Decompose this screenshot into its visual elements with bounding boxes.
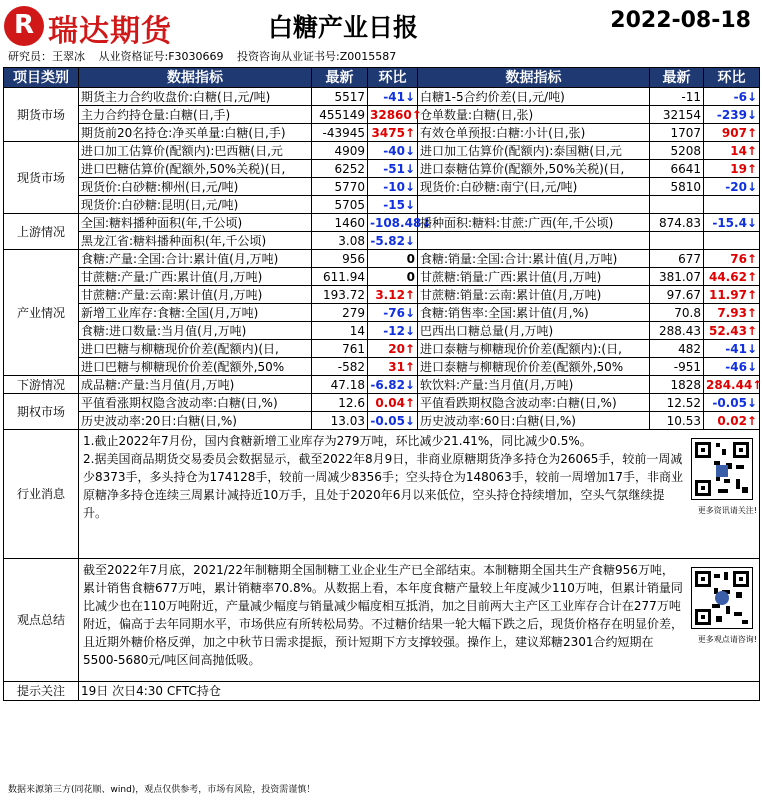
table-row <box>4 376 760 394</box>
indicator-change: 19↑ <box>704 160 760 178</box>
indicator-change: 44.62↑ <box>704 268 760 286</box>
indicator-change: 32860↑ <box>368 106 418 124</box>
report-title: 白糖产业日报 <box>268 13 419 42</box>
indicator-value: 12.6 <box>312 394 368 412</box>
indicator-value <box>650 232 704 250</box>
news-paragraph: 1.截止2022年7月份，国内食糖新增工业库存为279万吨，环比减少21.41%，同比减少0.5%。 <box>83 434 592 448</box>
indicator-change: 0 <box>368 268 418 286</box>
indicator-name: 新增工业库存:食糖:全国(月,万吨) <box>79 304 312 322</box>
table-row <box>4 412 760 430</box>
indicator-change: -41↓ <box>368 88 418 106</box>
report-date: 2022-08-18 <box>610 8 751 33</box>
company-logo <box>4 2 174 48</box>
indicator-change: 7.93↑ <box>704 304 760 322</box>
report-header <box>0 0 761 66</box>
indicator-name: 软饮料:产量:当月值(月,万吨) <box>418 376 650 394</box>
indicator-change <box>704 232 760 250</box>
table-header-row <box>4 68 760 88</box>
table-row <box>4 106 760 124</box>
qr-code-icon <box>691 567 753 629</box>
indicator-value: -582 <box>312 358 368 376</box>
qr-caption: 更多资讯请关注! <box>697 506 757 515</box>
table-row <box>4 232 760 250</box>
indicator-change: -12↓ <box>368 322 418 340</box>
indicator-change: -40↓ <box>368 142 418 160</box>
section-industry: 产业情况 <box>4 250 79 376</box>
section-options: 期权市场 <box>4 394 79 430</box>
indicator-name: 甘蔗糖:产量:广西:累计值(月,万吨) <box>79 268 312 286</box>
col-latest: 最新 <box>650 68 704 88</box>
indicator-change: 20↑ <box>368 340 418 358</box>
table-row <box>4 340 760 358</box>
indicator-change: -51↓ <box>368 160 418 178</box>
indicator-name: 有效仓单预报:白糖:小计(日,张) <box>418 124 650 142</box>
indicator-change: 907↑ <box>704 124 760 142</box>
indicator-name: 仓单数量:白糖(日,张) <box>418 106 650 124</box>
indicator-name: 进口加工估算价(配额内):巴西糖(日,元 <box>79 142 312 160</box>
indicator-name: 进口泰糖估算价(配额外,50%关税)(日, <box>418 160 650 178</box>
data-table <box>3 67 760 701</box>
indicator-name <box>418 196 650 214</box>
section-notice: 提示关注 <box>4 682 79 701</box>
indicator-name: 平值看涨期权隐含波动率:白糖(日,%) <box>79 394 312 412</box>
indicator-value: 12.52 <box>650 394 704 412</box>
indicator-name <box>418 232 650 250</box>
indicator-value: 874.83 <box>650 214 704 232</box>
indicator-value: 6252 <box>312 160 368 178</box>
indicator-value: -11 <box>650 88 704 106</box>
indicator-change: 3.12↑ <box>368 286 418 304</box>
indicator-change: -76↓ <box>368 304 418 322</box>
indicator-name: 进口泰糖与柳糖现价价差(配额内):(日, <box>418 340 650 358</box>
indicator-change: 52.43↑ <box>704 322 760 340</box>
indicator-name: 成品糖:产量:当月值(月,万吨) <box>79 376 312 394</box>
indicator-change: 14↑ <box>704 142 760 160</box>
indicator-change: -10↓ <box>368 178 418 196</box>
indicator-change: 76↑ <box>704 250 760 268</box>
indicator-value <box>650 196 704 214</box>
indicator-value: 4909 <box>312 142 368 160</box>
indicator-name: 历史波动率:60日:白糖(日,%) <box>418 412 650 430</box>
indicator-change: 11.97↑ <box>704 286 760 304</box>
indicator-value: 6641 <box>650 160 704 178</box>
table-row <box>4 250 760 268</box>
indicator-value: 14 <box>312 322 368 340</box>
indicator-name: 播种面积:糖料:甘蔗:广西(年,千公顷) <box>418 214 650 232</box>
notice-row <box>4 682 760 701</box>
table-row <box>4 160 760 178</box>
company-name: 瑞达期货 <box>48 14 172 49</box>
indicator-change: -6.82↓ <box>368 376 418 394</box>
indicator-name: 现货价:白砂糖:昆明(日,元/吨) <box>79 196 312 214</box>
indicator-value: 1828 <box>650 376 704 394</box>
indicator-change: -239↓ <box>704 106 760 124</box>
indicator-value: 611.94 <box>312 268 368 286</box>
table-row <box>4 196 760 214</box>
indicator-value: 193.72 <box>312 286 368 304</box>
indicator-change: -5.82↓ <box>368 232 418 250</box>
indicator-name: 历史波动率:20日:白糖(日,%) <box>79 412 312 430</box>
indicator-value: 482 <box>650 340 704 358</box>
indicator-name: 期货前20名持仓:净买单量:白糖(日,手) <box>79 124 312 142</box>
indicator-value: 455149 <box>312 106 368 124</box>
section-news: 行业消息 <box>4 430 79 559</box>
indicator-name: 巴西出口糖总量(月,万吨) <box>418 322 650 340</box>
indicator-name: 黑龙江省:糖料播种面积(年,千公顷) <box>79 232 312 250</box>
indicator-value: 677 <box>650 250 704 268</box>
indicator-value: 5705 <box>312 196 368 214</box>
indicator-value: -43945 <box>312 124 368 142</box>
table-row <box>4 322 760 340</box>
view-content <box>79 559 760 682</box>
indicator-change: 284.44↑ <box>704 376 760 394</box>
table-row <box>4 286 760 304</box>
indicator-change: -15↓ <box>368 196 418 214</box>
indicator-change: -15.4↓ <box>704 214 760 232</box>
indicator-name: 白糖1-5合约价差(日,元/吨) <box>418 88 650 106</box>
section-upstream: 上游情况 <box>4 214 79 250</box>
news-content <box>79 430 760 559</box>
indicator-name: 食糖:销售率:全国:累计值(月,%) <box>418 304 650 322</box>
indicator-value: 5517 <box>312 88 368 106</box>
indicator-name: 甘蔗糖:产量:云南:累计值(月,万吨) <box>79 286 312 304</box>
disclaimer-footer: 数据来源第三方(同花顺、wind)，观点仅供参考，市场有风险，投资需谨慎！ <box>8 785 316 795</box>
table-row <box>4 88 760 106</box>
indicator-name: 进口巴糖与柳糖现价价差(配额内)(日, <box>79 340 312 358</box>
logo-emblem: R <box>4 6 44 46</box>
indicator-value: 10.53 <box>650 412 704 430</box>
indicator-name: 进口巴糖与柳糖现价价差(配额外,50% <box>79 358 312 376</box>
indicator-change: -108.48↓ <box>368 214 418 232</box>
indicator-change: -41↓ <box>704 340 760 358</box>
table-row <box>4 178 760 196</box>
indicator-name: 进口巴糖估算价(配额外,50%关税)(日, <box>79 160 312 178</box>
indicator-change: -0.05↓ <box>368 412 418 430</box>
indicator-name: 期货主力合约收盘价:白糖(日,元/吨) <box>79 88 312 106</box>
table-row <box>4 304 760 322</box>
indicator-change: -20↓ <box>704 178 760 196</box>
indicator-name: 甘蔗糖:销量:广西:累计值(月,万吨) <box>418 268 650 286</box>
indicator-name: 食糖:销量:全国:合计:累计值(月,万吨) <box>418 250 650 268</box>
table-row <box>4 268 760 286</box>
indicator-name: 进口泰糖与柳糖现价价差(配额外,50% <box>418 358 650 376</box>
qr-caption: 更多观点请咨询! <box>697 635 757 644</box>
indicator-name: 主力合约持仓量:白糖(日,手) <box>79 106 312 124</box>
indicator-change: 0.04↑ <box>368 394 418 412</box>
view-row <box>4 559 760 682</box>
indicator-name: 平值看跌期权隐含波动率:白糖(日,%) <box>418 394 650 412</box>
indicator-change: -0.05↓ <box>704 394 760 412</box>
news-paragraph: 2.据美国商品期货交易委员会数据显示，截至2022年8月9日，非商业原糖期货净多持仓为26065手，较前一周减少8373手，多头持仓为174128手，较前一周减少8356手；空头持仓为148063手，较前一周增加17手，非商业原糖净多持仓连续三周累计减持近10万手，且处于2020年6月以来低位，空头持仓持续增加，空头气氛继续提升。 <box>83 452 683 520</box>
indicator-name: 食糖:产量:全国:合计:累计值(月,万吨) <box>79 250 312 268</box>
indicator-name: 全国:糖料播种面积(年,千公顷) <box>79 214 312 232</box>
col-indicator: 数据指标 <box>418 68 650 88</box>
indicator-change: -46↓ <box>704 358 760 376</box>
indicator-value: 70.8 <box>650 304 704 322</box>
indicator-value: 32154 <box>650 106 704 124</box>
indicator-name: 进口加工估算价(配额内):泰国糖(日,元 <box>418 142 650 160</box>
indicator-value: 5208 <box>650 142 704 160</box>
col-latest: 最新 <box>312 68 368 88</box>
indicator-value: 288.43 <box>650 322 704 340</box>
advisory-number: 投资咨询从业证书号:Z0015587 <box>237 50 397 63</box>
indicator-value: 1460 <box>312 214 368 232</box>
indicator-change <box>704 196 760 214</box>
indicator-name: 食糖:进口数量:当月值(月,万吨) <box>79 322 312 340</box>
qr-code-icon <box>691 438 753 500</box>
section-view: 观点总结 <box>4 559 79 682</box>
indicator-change: 31↑ <box>368 358 418 376</box>
indicator-change: 0 <box>368 250 418 268</box>
indicator-name: 甘蔗糖:销量:云南:累计值(月,万吨) <box>418 286 650 304</box>
notice-text: 19日 次日4:30 CFTC持仓 <box>79 682 760 701</box>
indicator-change: -6↓ <box>704 88 760 106</box>
col-change: 环比 <box>704 68 760 88</box>
table-row <box>4 124 760 142</box>
indicator-value: 13.03 <box>312 412 368 430</box>
col-category: 项目类别 <box>4 68 79 88</box>
section-futures: 期货市场 <box>4 88 79 142</box>
indicator-value: 381.07 <box>650 268 704 286</box>
analyst-name: 研究员：王翠冰 <box>8 50 85 63</box>
indicator-value: 47.18 <box>312 376 368 394</box>
col-change: 环比 <box>368 68 418 88</box>
indicator-change: 3475↑ <box>368 124 418 142</box>
indicator-value: 5770 <box>312 178 368 196</box>
table-row <box>4 394 760 412</box>
table-row <box>4 358 760 376</box>
indicator-name: 现货价:白砂糖:南宁(日,元/吨) <box>418 178 650 196</box>
indicator-value: 1707 <box>650 124 704 142</box>
analyst-info <box>8 48 406 64</box>
license-number: 从业资格证号:F3030669 <box>98 50 224 63</box>
indicator-value: -951 <box>650 358 704 376</box>
indicator-value: 3.08 <box>312 232 368 250</box>
view-text: 截至2022年7月底，2021/22年制糖期全国制糖工业企业生产已全部结束。本制糖期全国共生产食糖956万吨，累计销售食糖677万吨，累计销糖率70.8%。从数据上看，本年度食糖产量较上年度减少110万吨，但累计销量同比减少也在110万吨附近，产量减少幅度与销量减少幅度相互抵消，加之目前两大主产区工业库存合计在277万吨附近，偏高于去年同期水平，市场供应有所转松局势。不过糖价结果一轮大幅下跌之后，现货价格存在明显价差，且近期外糖价格反弹，加之中秋节日需求提振，预计短期下方支撑较强。操作上，建议郑糖2301合约短期在5500-5680元/吨区间高抛低吸。 <box>83 563 684 667</box>
table-row <box>4 142 760 160</box>
col-indicator: 数据指标 <box>79 68 312 88</box>
table-row <box>4 214 760 232</box>
indicator-value: 956 <box>312 250 368 268</box>
indicator-change: 0.02↑ <box>704 412 760 430</box>
indicator-value: 761 <box>312 340 368 358</box>
indicator-value: 97.67 <box>650 286 704 304</box>
section-spot: 现货市场 <box>4 142 79 214</box>
indicator-name: 现货价:白砂糖:柳州(日,元/吨) <box>79 178 312 196</box>
news-row <box>4 430 760 559</box>
section-downstream: 下游情况 <box>4 376 79 394</box>
indicator-value: 5810 <box>650 178 704 196</box>
indicator-value: 279 <box>312 304 368 322</box>
